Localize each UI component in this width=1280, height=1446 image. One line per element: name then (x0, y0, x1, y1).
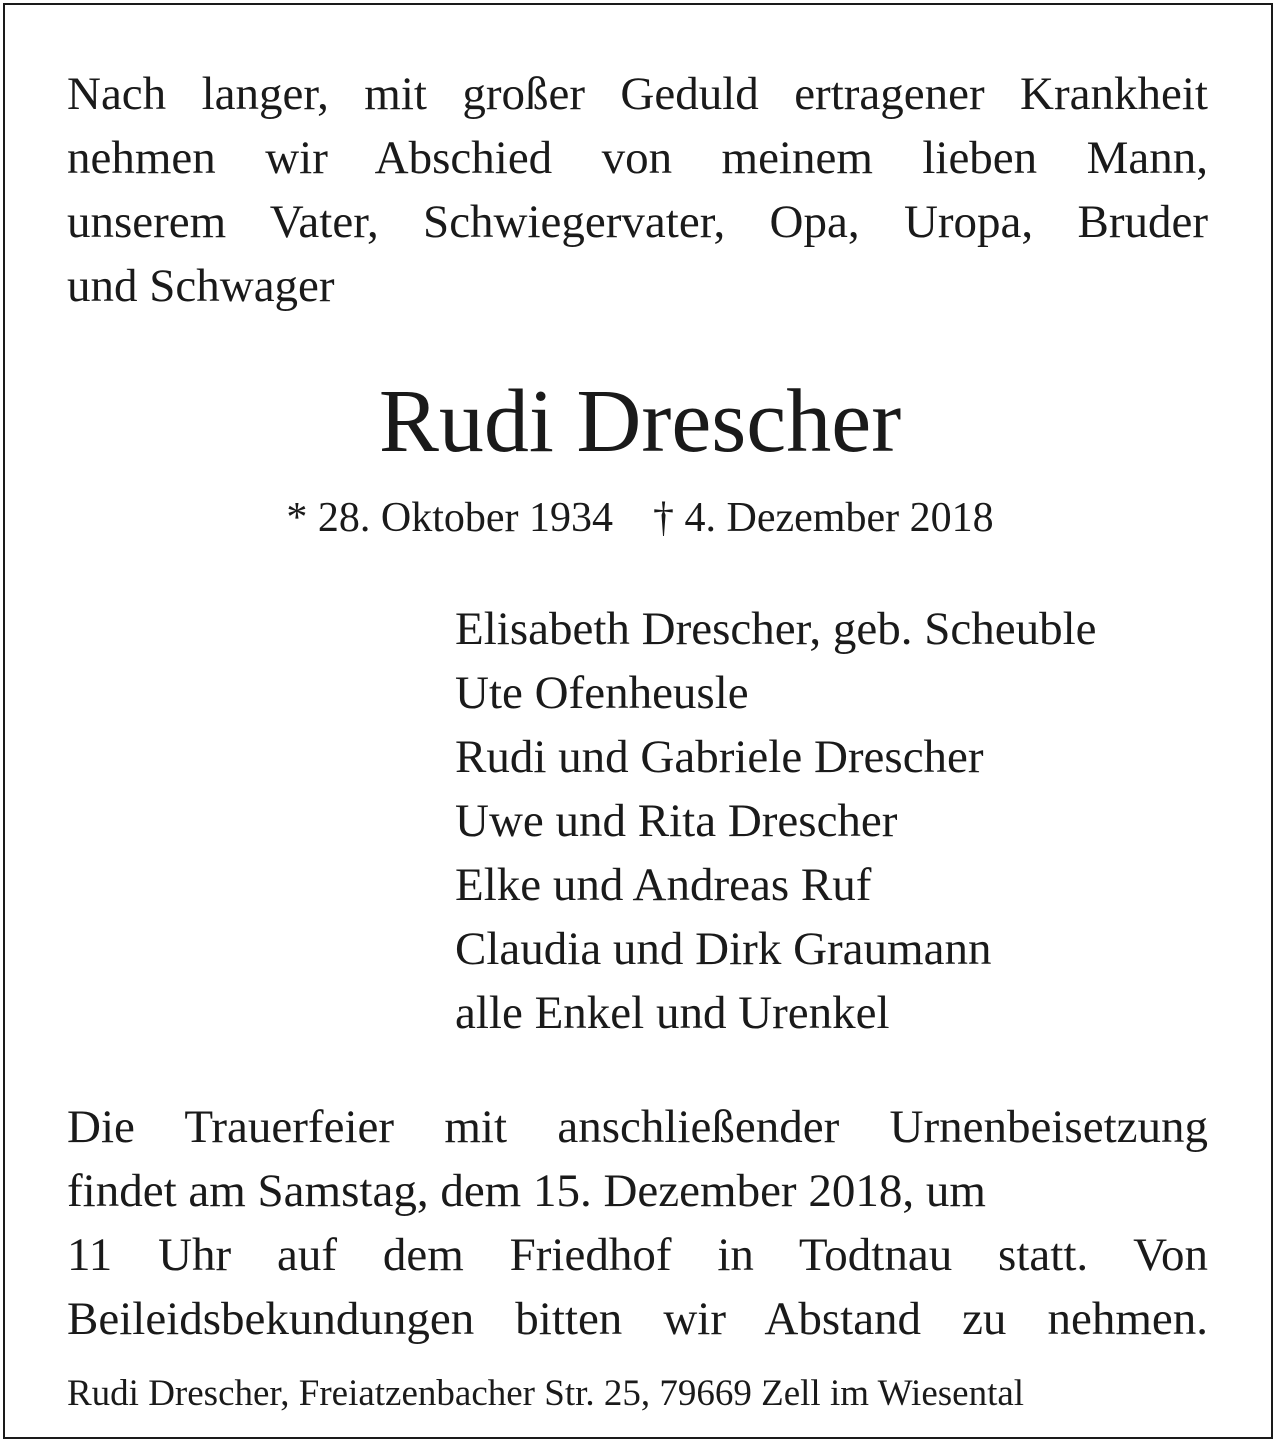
deceased-name: Rudi Drescher (378, 372, 902, 471)
life-dates (0, 493, 1280, 543)
sender-address: Rudi Drescher, Freiatzenbacher Str. 25, 79669 Zell im Wiesental (67, 1373, 1025, 1414)
family-member: Claudia und Dirk Graumann (455, 923, 992, 975)
service-paragraph (67, 1095, 1208, 1351)
death-date: † 4. Dezember 2018 (653, 495, 994, 541)
intro-paragraph (67, 62, 1208, 318)
intro-line-2: nehmen wir Abschied von meinem lieben Mann, (67, 132, 1208, 184)
intro-line-4: und Schwager (67, 260, 335, 312)
family-member: Elke und Andreas Ruf (455, 859, 872, 911)
service-line-2: findet am Samstag, dem 15. Dezember 2018, um (67, 1165, 986, 1217)
service-line-4: Beileidsbekundungen bitten wir Abstand zu nehmen. (67, 1293, 1208, 1345)
family-member: Elisabeth Drescher, geb. Scheuble (455, 603, 1097, 655)
intro-line-1: Nach langer, mit großer Geduld ertragener Krankheit (67, 68, 1208, 120)
service-line-1: Die Trauerfeier mit anschließender Urnenbeisetzung (67, 1101, 1208, 1153)
intro-line-3: unserem Vater, Schwiegervater, Opa, Uropa, Bruder (67, 196, 1208, 248)
birth-date: * 28. Oktober 1934 (286, 495, 614, 541)
family-member: alle Enkel und Urenkel (455, 987, 890, 1039)
family-list (455, 597, 1097, 1045)
family-member: Ute Ofenheusle (455, 667, 749, 719)
service-line-3: 11 Uhr auf dem Friedhof in Todtnau statt. Von (67, 1229, 1208, 1281)
family-member: Uwe und Rita Drescher (455, 795, 898, 847)
family-member: Rudi und Gabriele Drescher (455, 731, 984, 783)
